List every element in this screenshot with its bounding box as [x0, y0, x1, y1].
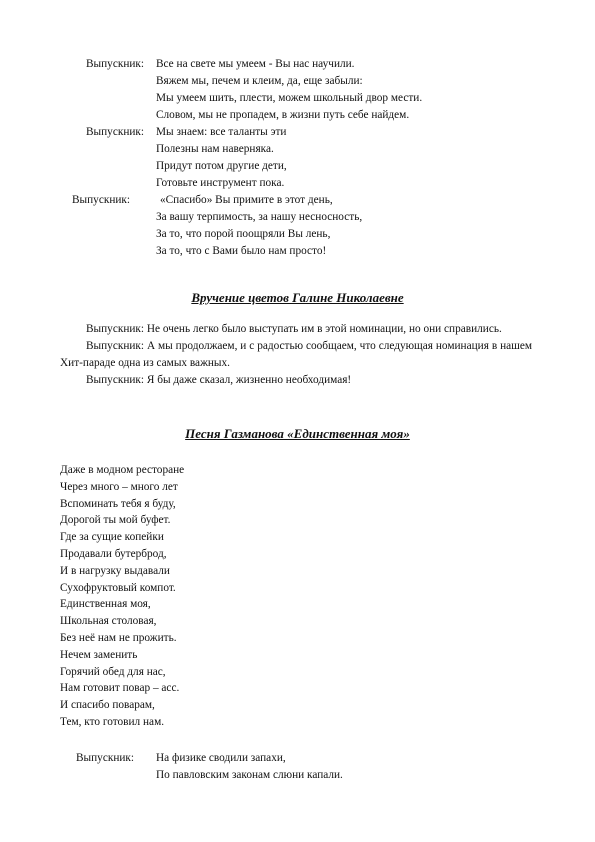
- verse-line: [72, 243, 542, 260]
- prose-paragraph: Выпускник: Я бы даже сказал, жизненно необходимая!: [86, 374, 352, 386]
- verse-line: [86, 158, 556, 175]
- verse-text: «Спасибо» Вы примите в этот день,: [160, 194, 333, 206]
- prose-paragraph: Выпускник: Не очень легко было выступать им в этой номинации, но они справились.: [86, 323, 502, 335]
- verse-text: Мы умеем шить, плести, можем школьный двор мести.: [156, 92, 423, 104]
- speaker-label: Выпускник:: [72, 194, 131, 206]
- verse-line: [76, 767, 536, 784]
- song-lyrics: [60, 462, 360, 731]
- speaker-label: Выпускник:: [86, 58, 145, 70]
- song-line: Единственная моя,: [60, 598, 151, 611]
- ending-block: [76, 750, 536, 784]
- verse-line: [86, 107, 556, 124]
- verse-line: [86, 141, 556, 158]
- song-line: Школьная столовая,: [60, 615, 157, 628]
- song-line: И в нагрузку выдавали: [60, 564, 170, 577]
- song-line: Горячий обед для нас,: [60, 665, 166, 678]
- verse-text: Придут потом другие дети,: [156, 160, 287, 172]
- song-line: Где за сущие копейки: [60, 531, 164, 544]
- verse-line: [72, 209, 542, 226]
- section-heading-flowers: Вручение цветов Галине Николаевне: [191, 290, 404, 305]
- verse-text: Все на свете мы умеем - Вы нас научили.: [156, 58, 355, 70]
- section-heading-song: Песня Газманова «Единственная моя»: [185, 426, 410, 441]
- verse-text: Мы знаем: все таланты эти: [156, 126, 287, 138]
- verse-line: [72, 192, 542, 209]
- verse-line: [86, 90, 556, 107]
- prose-block: [60, 321, 532, 389]
- song-line: Вспоминать тебя я буду,: [60, 497, 176, 510]
- song-line: Нам готовит повар – асс.: [60, 682, 180, 695]
- verse-line: [86, 175, 556, 192]
- verse-line: [86, 124, 556, 141]
- song-line: Через много – много лет: [60, 480, 178, 493]
- prose-paragraph: Выпускник: А мы продолжаем, и с радостью сообщаем, что следующая номинация в нашем Хит-параде одна из самых важных.: [60, 340, 532, 369]
- verse-text: Готовьте инструмент пока.: [156, 177, 285, 189]
- song-line: Нечем заменить: [60, 648, 138, 661]
- speaker-label: Выпускник:: [86, 126, 145, 138]
- song-line: Даже в модном ресторане: [60, 464, 185, 476]
- song-line: Тем, кто готовил нам.: [60, 715, 165, 728]
- song-line: Продавали бутерброд,: [60, 547, 167, 560]
- verse-text: Полезны нам наверняка.: [156, 143, 274, 155]
- verse-text: За вашу терпимость, за нашу несносность,: [156, 211, 363, 223]
- verse-text: Словом, мы не пропадем, в жизни путь себе найдем.: [156, 109, 410, 121]
- verse-line: [86, 56, 556, 73]
- song-line: Дорогой ты мой буфет.: [60, 514, 171, 527]
- song-line: Без неё нам не прожить.: [60, 631, 177, 644]
- speaker-label: Выпускник:: [76, 752, 135, 764]
- song-line: И спасибо поварам,: [60, 699, 155, 712]
- verse-text: На физике сводили запахи,: [156, 752, 286, 764]
- verse-line: [86, 73, 556, 90]
- verse-line: [72, 226, 542, 243]
- verse-text: За то, что порой поощряли Вы лень,: [156, 228, 331, 240]
- song-line: Сухофруктовый компот.: [60, 581, 176, 594]
- verse-text: За то, что с Вами было нам просто!: [156, 245, 327, 257]
- verse-block-1: [86, 56, 556, 192]
- verse-text: Вяжем мы, печем и клеим, да, еще забыли:: [156, 75, 363, 87]
- verse-block-2: [72, 192, 542, 260]
- verse-line: [76, 750, 536, 767]
- verse-text: По павловским законам слюни капали.: [156, 769, 343, 781]
